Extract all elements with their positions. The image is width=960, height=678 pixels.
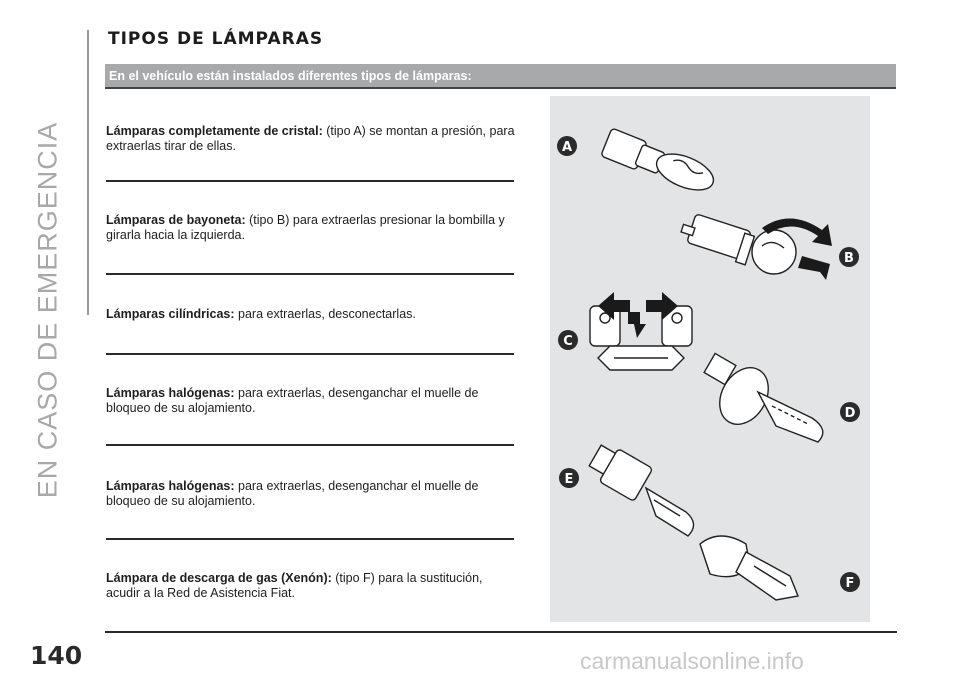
entry-text: para extraerlas, desconectarlas. xyxy=(234,307,416,321)
label-d: D xyxy=(844,406,856,421)
lamp-entry-e xyxy=(106,479,516,509)
label-badge-d xyxy=(840,402,860,422)
label-b: B xyxy=(844,251,854,266)
lamp-entry-d xyxy=(106,386,516,416)
down-arrow-icon xyxy=(628,312,646,338)
entry-term: Lámpara de descarga de gas (Xenón): xyxy=(106,571,332,585)
lamp-a-drawing xyxy=(601,128,719,197)
entry-divider xyxy=(106,353,514,355)
lamp-entry-f xyxy=(106,571,516,601)
section-side-title: EN CASO DE EMERGENCIA xyxy=(32,121,63,499)
label-f: F xyxy=(845,576,855,591)
lamp-f-drawing xyxy=(700,536,798,600)
label-badge-a xyxy=(557,136,577,156)
entry-term: Lámparas halógenas: xyxy=(106,479,235,493)
entry-divider xyxy=(106,180,514,182)
intro-banner: En el vehículo están instalados diferentes tipos de lámparas: xyxy=(105,64,896,89)
label-badge-e xyxy=(559,468,579,488)
entry-term: Lámparas completamente de cristal: xyxy=(106,124,323,138)
entry-divider xyxy=(106,538,514,540)
lamp-d-drawing xyxy=(704,353,823,442)
site-watermark: carmanualsonline.info xyxy=(580,648,804,674)
entry-text: para extraerlas, desenganchar el muelle de bloqueo de su alojamiento. xyxy=(106,479,479,508)
entry-divider xyxy=(106,444,514,446)
entry-text: (tipo F) para la sustitución, acudir a la Red de Asistencia Fiat. xyxy=(106,571,483,600)
lamp-entry-b xyxy=(106,213,516,243)
entry-text: para extraerlas, desenganchar el muelle de bloqueo de su alojamiento. xyxy=(106,386,479,415)
lamp-entry-c xyxy=(106,307,516,322)
lamp-e-drawing xyxy=(589,445,693,536)
lamp-c-drawing xyxy=(590,306,692,370)
lamp-entry-a xyxy=(106,124,516,154)
entry-text: (tipo B) para extraerlas presionar la bombilla y girarla hacia la izquierda. xyxy=(106,213,505,242)
page-number: 140 xyxy=(30,641,83,670)
entry-term: Lámparas cilíndricas: xyxy=(106,307,235,321)
label-c: C xyxy=(563,334,573,349)
lamp-types-illustration xyxy=(550,96,870,622)
push-arrow-icon xyxy=(798,256,830,280)
label-e: E xyxy=(564,472,574,487)
side-divider xyxy=(87,30,89,315)
label-badge-b xyxy=(839,247,859,267)
lamp-drawings xyxy=(550,96,870,622)
footer-divider xyxy=(105,631,897,633)
entry-text: (tipo A) se montan a presión, para extraerlas tirar de ellas. xyxy=(106,124,515,153)
label-a: A xyxy=(561,140,573,155)
label-badge-c xyxy=(558,330,578,350)
entry-divider xyxy=(106,273,514,275)
entry-term: Lámparas halógenas: xyxy=(106,386,235,400)
entry-term: Lámparas de bayoneta: xyxy=(106,213,246,227)
page-title: TIPOS DE LÁMPARAS xyxy=(108,29,324,49)
label-badge-f xyxy=(840,572,860,592)
